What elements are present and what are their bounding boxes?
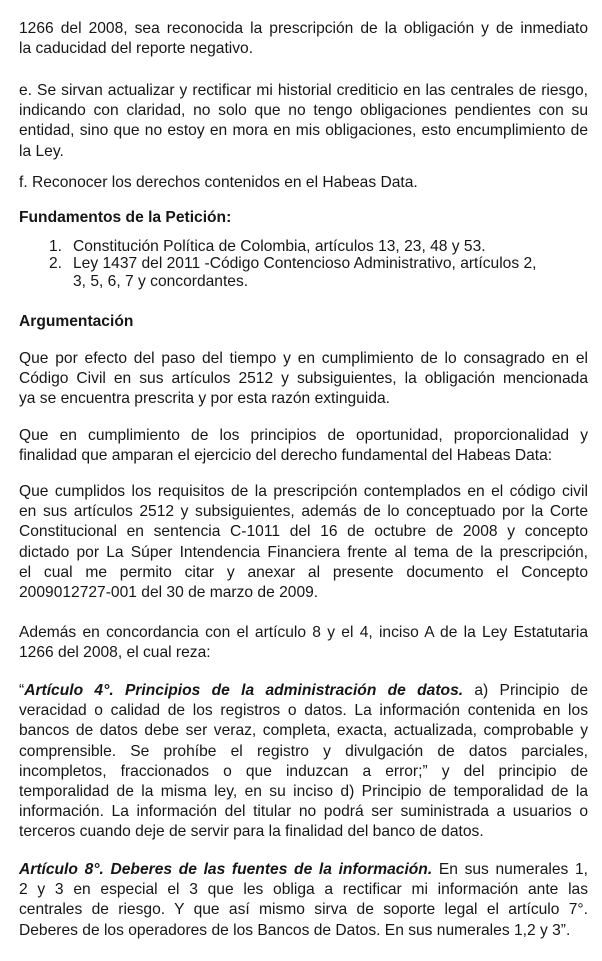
quote-articulo-8	[19, 860, 588, 941]
text-line: f. Reconocer los derechos contenidos en el Habeas Data.	[19, 174, 418, 191]
text-line: comprensible. Se prohíbe el registro y divulgación de datos parciales,	[19, 742, 588, 760]
text-line: la Ley.	[19, 142, 64, 160]
list-item-number: 1.	[49, 238, 63, 255]
text-line: Deberes de los operadores de los Bancos de Datos. En sus numerales 1,2 y 3”.	[19, 921, 571, 939]
item-f-paragraph	[19, 173, 588, 193]
text-line: información. La información del titular no podrá ser suministrada a usuarios o	[19, 803, 588, 821]
text-line: indicando con claridad, no solo que no tengo obligaciones pendientes con su	[19, 102, 588, 120]
text-line: la caducidad del reporte negativo.	[19, 40, 254, 58]
text-line: centrales de riesgo. Y que así mismo sirva de soporte legal el artículo 7°.	[19, 901, 588, 919]
text-line: 2009012727-001 del 30 de marzo de 2009.	[19, 584, 319, 602]
article-8-title: Artículo 8°. Deberes de las fuentes de la información.	[19, 861, 433, 878]
quote-articulo-4	[19, 681, 588, 843]
text-line: 1266 del 2008, el cual reza:	[19, 644, 211, 662]
list-item-text: 3, 5, 6, 7 y concordantes.	[73, 272, 249, 290]
text-line: temporalidad de la misma ley, en su inciso d) Principio de temporalidad de la	[19, 783, 588, 801]
argumentacion-paragraph-2	[19, 426, 588, 466]
text-line: en sus artículos 2512 y subsiguientes, además de lo conceptuado por la Corte	[19, 503, 588, 521]
argumentacion-paragraph-1	[19, 349, 588, 410]
text-line: Código Civil en sus artículos 2512 y subsiguientes, la obligación mencionada	[19, 370, 588, 388]
open-quote: “	[19, 682, 25, 699]
text-line: el cual me permito citar y anexar al presente documento el Concepto	[19, 563, 588, 581]
text-fragment: a) Principio de	[463, 682, 588, 699]
fundamentos-heading: Fundamentos de la Petición:	[19, 209, 232, 226]
text-line: entidad, sino que no estoy en mora en mis obligaciones, esto encumplimiento de	[19, 122, 588, 140]
list-item-number: 2.	[49, 255, 63, 273]
text-line: terceros cuando deje de servir para la finalidad del banco de datos.	[19, 823, 484, 841]
list-item	[19, 238, 588, 255]
text-line: incompletos, fraccionados o que induzcan a error;” y del principio de	[19, 762, 588, 780]
list-item-text: Ley 1437 del 2011 -Código Contencioso Administrativo, artículos 2,	[73, 255, 537, 273]
intro-continuation-paragraph	[19, 19, 588, 59]
fundamentos-list	[19, 238, 588, 290]
text-line: bancos de datos debe ser veraz, completa, exacta, actualizada, comprobable y	[19, 722, 588, 740]
argumentacion-paragraph-4	[19, 623, 588, 663]
list-item	[19, 255, 588, 290]
item-e-paragraph	[19, 81, 588, 162]
text-line: e. Se sirvan actualizar y rectificar mi historial crediticio en las centrales de riesgo,	[19, 82, 588, 99]
text-line: 2 y 3 en especial el 3 que les obliga a rectificar mi información ante las	[19, 881, 588, 899]
article-4-title: Artículo 4°. Principios de la administración de datos.	[24, 682, 464, 699]
text-line: Que por efecto del paso del tiempo y en cumplimiento de lo consagrado en el	[19, 350, 588, 367]
text-line: Constitucional en sentencia C-1011 del 16 de octubre de 2008 y concepto	[19, 523, 588, 541]
text-line	[19, 681, 588, 701]
argumentacion-heading: Argumentación	[19, 313, 134, 330]
text-line: veracidad o calidad de los registros o datos. La información contenida en los	[19, 702, 588, 720]
text-line: finalidad que amparan el ejercicio del derecho fundamental del Habeas Data:	[19, 447, 553, 465]
text-fragment: En sus numerales 1,	[432, 861, 588, 878]
text-line: Que cumplidos los requisitos de la prescripción contemplados en el código civil	[19, 483, 588, 500]
list-item-text: Constitución Política de Colombia, artículos 13, 23, 48 y 53.	[73, 238, 486, 255]
text-line	[19, 860, 588, 880]
text-line: 1266 del 2008, sea reconocida la prescripción de la obligación y de inmediato	[19, 20, 588, 37]
text-line: Que en cumplimiento de los principios de oportunidad, proporcionalidad y	[19, 427, 588, 444]
argumentacion-paragraph-3	[19, 482, 588, 603]
text-line: Además en concordancia con el artículo 8 y el 4, inciso A de la Ley Estatutaria	[19, 624, 588, 641]
text-line: ya se encuentra prescrita y por esta razón extinguida.	[19, 390, 390, 408]
text-line: dictado por La Súper Intendencia Financiera frente al tema de la prescripción,	[19, 543, 588, 561]
